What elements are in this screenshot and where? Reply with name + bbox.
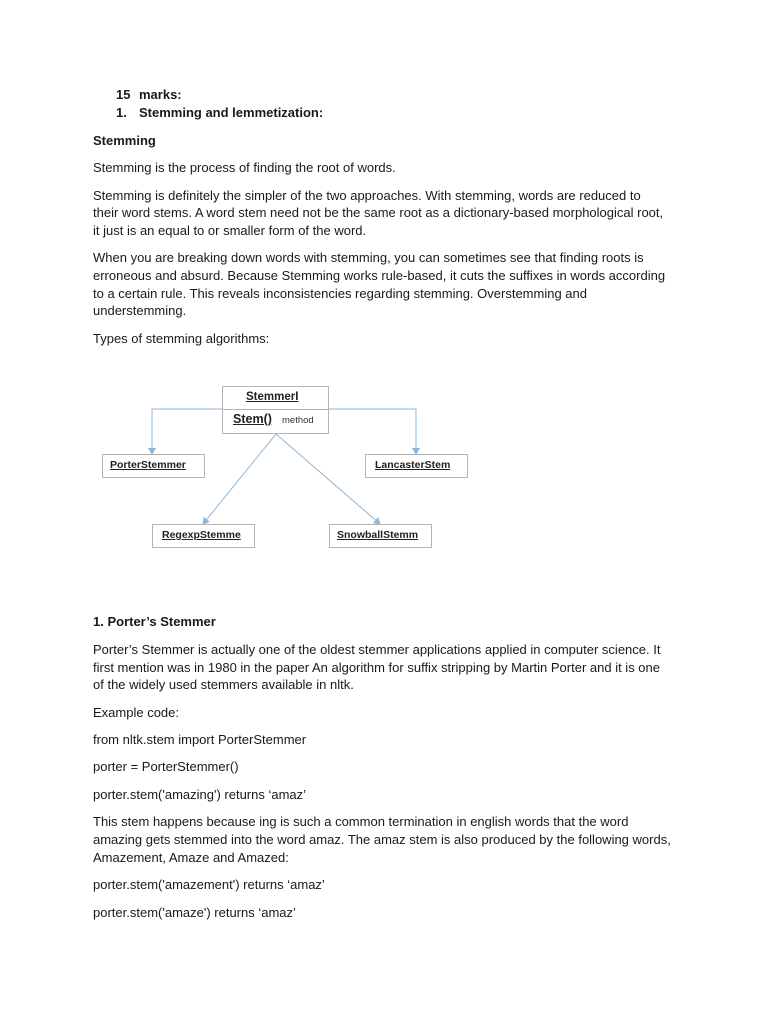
paragraph-line: erroneous and absurd. Because Stemming works rule-based, it cuts the suffixes in words according — [93, 268, 666, 283]
porter-stemmer-label: PorterStemmer — [110, 459, 186, 471]
example-code-label: Example code: — [93, 705, 179, 720]
stemming-heading: Stemming — [93, 133, 156, 148]
root-method: Stem() — [233, 412, 272, 426]
paragraph-line: amazing gets stemmed into the word amaz. The amaz stem is also produced by the following words, — [93, 832, 671, 847]
root-method-suffix: method — [282, 415, 314, 426]
lancaster-stemmer-label: LancasterStem — [375, 459, 451, 471]
code-line: porter.stem('amaze') returns ‘amaz’ — [93, 905, 296, 920]
regexp-stemmer-label: RegexpStemme — [162, 529, 241, 541]
root-class-title: StemmerI — [246, 391, 299, 403]
paragraph-line: first mention was in 1980 in the paper An algorithm for suffix stripping by Martin Porter and it is one — [93, 660, 660, 675]
code-line: porter = PorterStemmer() — [93, 759, 239, 774]
paragraph-line: it just is an equal to or smaller form of the word. — [93, 223, 367, 238]
root-box-divider — [223, 409, 328, 410]
paragraph-line: This stem happens because ing is such a common termination in english words that the word — [93, 814, 629, 829]
snowball-stemmer-label: SnowballStemm — [337, 529, 419, 541]
paragraph-line: Stemming is definitely the simpler of the two approaches. With stemming, words are reduced to — [93, 188, 641, 203]
paragraph-line: to a certain rule. This reveals inconsistencies regarding stemming. Overstemming and — [93, 286, 587, 301]
code-line: from nltk.stem import PorterStemmer — [93, 732, 307, 747]
paragraph-line: their word stems. A word stem need not be the same root as a dictionary-based morphological root, — [93, 205, 664, 220]
porter-section-heading: 1. Porter’s Stemmer — [93, 614, 216, 629]
code-line: porter.stem('amazing') returns ‘amaz’ — [93, 787, 307, 802]
paragraph-line: Porter’s Stemmer is actually one of the oldest stemmer applications applied in computer science. It — [93, 642, 661, 657]
connector-to-porter — [152, 409, 222, 454]
stemming-definition: Stemming is the process of finding the root of words. — [93, 160, 396, 175]
paragraph-line: of the widely used stemmers available in nltk. — [93, 677, 354, 692]
connector-to-lancaster — [329, 409, 416, 454]
connector-to-snowball — [276, 434, 380, 524]
list-item-1-text: marks: — [139, 87, 182, 102]
list-item-2-text: Stemming and lemmetization: — [139, 105, 324, 120]
paragraph-line: understemming. — [93, 303, 187, 318]
code-line: porter.stem('amazement') returns ‘amaz’ — [93, 877, 325, 892]
connector-to-regexp — [203, 434, 276, 524]
list-item-1-number: 15 — [116, 87, 131, 102]
list-item-2-number: 1. — [116, 105, 127, 120]
paragraph-line: When you are breaking down words with stemming, you can sometimes see that finding roots is — [93, 250, 644, 265]
types-label: Types of stemming algorithms: — [93, 331, 270, 346]
paragraph-line: Amazement, Amaze and Amazed: — [93, 850, 289, 865]
